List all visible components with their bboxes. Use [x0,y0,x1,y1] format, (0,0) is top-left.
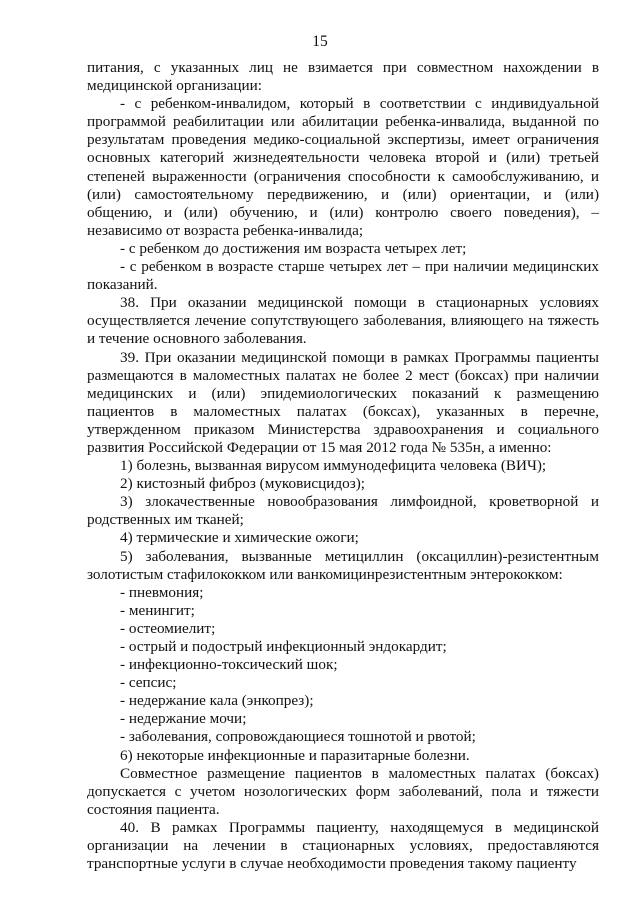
list-subitem-endocarditis: - острый и подострый инфекционный эндокардит; [120,638,447,655]
paragraph-40: 40. В рамках Программы пациенту, находящемуся в медицинской организации на лечении в стационарных условиях, предоставляются транспортные услуги в случае необходимости проведения такому пациенту [87,818,599,873]
list-subitem-pneumonia: - пневмония; [120,583,204,601]
list-item-child-under-four: - с ребенком до достижения им возраста четырех лет; [120,239,467,257]
paragraph-39: 39. При оказании медицинской помощи в рамках Программы пациенты размещаются в маломестных палатах не более 2 мест (боксах) при наличии медицинских и (или) эпидемиологических показаний к размещению пациентов в маломестных палатах (боксах), указанных в перечне, утвержденном приказом Министерства здравоохранения и социального развития Российской Федерации от 15 мая 2012 года № 535н, а именно: [87,348,599,456]
list-item-infectious-diseases: 6) некоторые инфекционные и паразитарные болезни. [120,746,470,764]
paragraph-joint-placement: Совместное размещение пациентов в маломестных палатах (боксах) допускается с учетом нозологических форм заболеваний, пола и тяжести состояния пациента. [87,764,599,818]
list-item-resistant-infections: 5) заболевания, вызванные метициллин (оксациллин)-резистентным золотистым стафилококком или ванкомицинрезистентным энтерококком: [87,547,599,583]
paragraph-continuation: питания, с указанных лиц не взимается при совместном нахождении в медицинской организации: [87,59,599,95]
list-item-disabled-child: - с ребенком-инвалидом, который в соответствии с индивидуальной программой реабилитации или абилитации ребенка-инвалида, выданной по результатам проведения медико-социальной экспертизы, имеет ограничения основных категорий жизнедеятельности человека второй и (или) третьей степеней выраженности (ограничения способности к самообслуживанию, и (или) самостоятельному передвижению, и (или) ориентации, и (или) общению, и (или) обучению, и (или) контролю своего поведения), – независимо от возраста ребенка-инвалида; [87,95,599,239]
list-subitem-urinary-incontinence: - недержание мочи; [120,710,247,728]
list-item-hiv: 1) болезнь, вызванная вирусом иммунодефицита человека (ВИЧ); [120,457,547,475]
list-subitem-sepsis: - сепсис; [120,674,177,692]
paragraph-38: 38. При оказании медицинской помощи в стационарных условиях осуществляется лечение сопутствующего заболевания, влияющего на тяжесть и течение основного заболевания. [87,294,599,348]
page-body [87,59,599,873]
page-number: 15 [312,33,328,50]
list-item-neoplasms: 3) злокачественные новообразования лимфоидной, кроветворной и родственных им тканей; [87,493,599,529]
list-subitem-meningitis: - менингит; [120,601,195,619]
list-item-burns: 4) термические и химические ожоги; [120,529,359,547]
list-item-cystic-fibrosis: 2) кистозный фиброз (муковисцидоз); [120,475,366,493]
list-subitem-nausea-vomiting: - заболевания, сопровождающиеся тошнотой и рвотой; [120,728,476,746]
list-subitem-toxic-shock: - инфекционно-токсический шок; [120,656,338,674]
list-subitem-osteomyelitis: - остеомиелит; [120,619,216,637]
list-subitem-encopresis: - недержание кала (энкопрез); [120,692,314,710]
list-item-child-over-four: - с ребенком в возрасте старше четырех лет – при наличии медицинских показаний. [87,258,599,294]
